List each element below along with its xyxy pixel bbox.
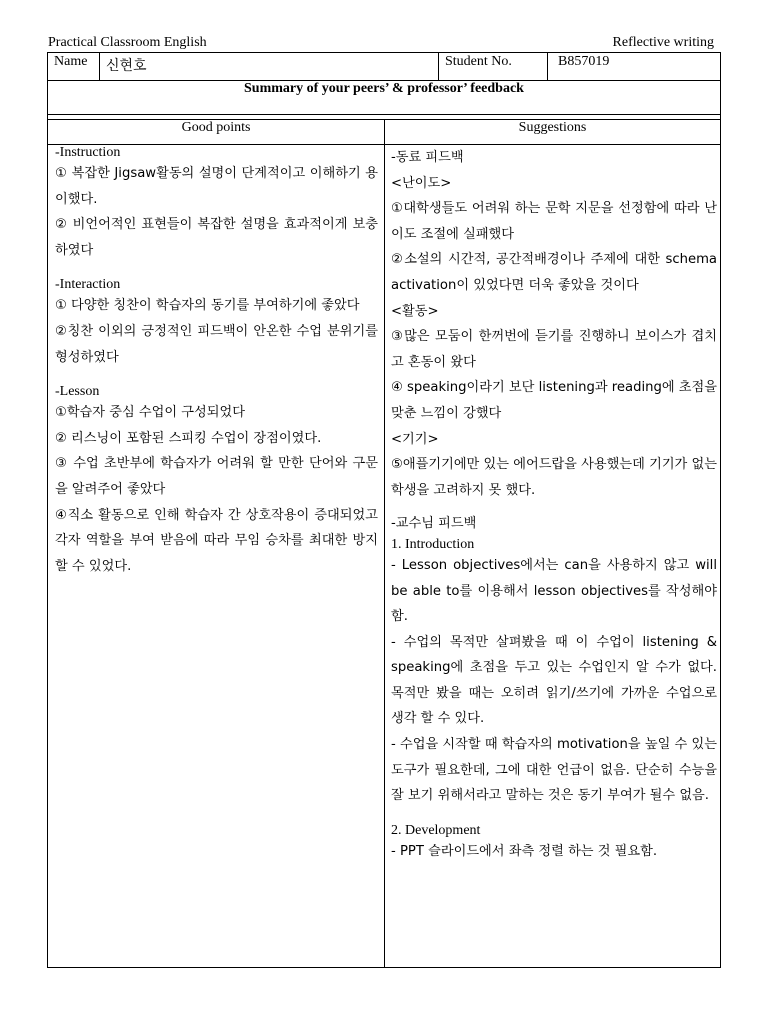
page-header — [48, 35, 716, 53]
introduction-heading: 1. Introduction — [391, 536, 475, 552]
list-item: ⑤애플기기에만 있는 에어드랍을 사용했는데 기기가 없는 학생을 고려하지 못 했다. — [391, 457, 717, 498]
list-item: ③많은 모둠이 한꺼번에 듣기를 진행하니 보이스가 겹치고 혼동이 왔다 — [391, 329, 717, 370]
instruction-heading: -Instruction — [55, 145, 121, 160]
list-item: ③ 수업 초반부에 학습자가 어려워 할 만한 단어와 구문을 알려주어 좋았다 — [55, 456, 378, 497]
student-no-value: B857019 — [558, 54, 610, 69]
list-item: ① 다양한 칭찬이 학습자의 동기를 부여하기에 좋았다 — [55, 298, 360, 314]
list-item: ②소설의 시간적, 공간적배경이나 주제에 대한 schema activation이 있었다면 더욱 좋았을 것이다 — [391, 252, 717, 293]
professor-feedback-heading: -교수님 피드백 — [391, 516, 477, 532]
column-divider — [384, 144, 385, 967]
good-points-header: Good points — [48, 119, 385, 144]
list-item: ④ speaking이라기 보단 listening과 reading에 초점을 맞춘 느낌이 강했다 — [391, 380, 717, 421]
development-heading: 2. Development — [391, 822, 481, 838]
list-item: - Lesson objectives에서는 can을 사용하지 않고 will be able to를 이용해서 lesson objectives를 작성해야 함. — [391, 557, 717, 625]
list-item: - 수업의 목적만 살펴봤을 때 이 수업이 listening & speaking에 초점을 두고 있는 수업인지 알 수가 없다. 목적만 봤을 때는 오히려 읽기/쓰기에 가까운 수업으로 생각 할 수 있다. — [391, 634, 717, 727]
list-item: - 수업을 시작할 때 학습자의 motivation을 높일 수 있는 도구가 필요한데, 그에 대한 언급이 없음. 단순히 수능을 잘 보기 위해서라고 말하는 것은 동기 부여가 될수 없음. — [391, 737, 717, 804]
name-value: 신현호 — [100, 53, 439, 80]
course-title: Practical Classroom English — [48, 35, 207, 50]
student-no-label: Student No. — [439, 53, 548, 80]
suggestions-header: Suggestions — [518, 120, 587, 135]
suggestions-column — [391, 145, 717, 864]
summary-title: Summary of your peers’ & professor’ feedback — [48, 80, 720, 115]
list-item: ②칭찬 이외의 긍정적인 피드백이 안온한 수업 분위기를 형성하였다 — [55, 323, 378, 365]
interaction-heading: -Interaction — [55, 277, 121, 293]
feedback-form — [47, 52, 721, 968]
column-headers — [48, 119, 720, 145]
good-points-column — [55, 145, 378, 579]
list-item: ② 리스닝이 포함된 스피킹 수업이 장점이였다. — [55, 430, 322, 446]
list-item: ①학습자 중심 수업이 구성되었다 — [55, 405, 246, 421]
list-item: ①대학생들도 어려워 하는 문학 지문을 선정함에 따라 난이도 조절에 실패했다 — [391, 201, 717, 242]
difficulty-heading: <난이도> — [391, 175, 452, 191]
name-label: Name — [48, 53, 100, 80]
list-item: ① 복잡한 Jigsaw활동의 설명이 단계적이고 이해하기 용이했다. — [55, 166, 378, 207]
document-type: Reflective writing — [612, 35, 714, 50]
student-info-row — [48, 53, 720, 81]
list-item: - PPT 슬라이드에서 좌측 정렬 하는 것 필요함. — [391, 843, 658, 859]
list-item: ④직소 활동으로 인해 학습자 간 상호작용이 증대되었고 각자 역할을 부여 받음에 따라 무임 승차를 최대한 방지할 수 있었다. — [55, 507, 378, 574]
list-item: ② 비언어적인 표현들이 복잡한 설명을 효과적이게 보충하였다 — [55, 217, 378, 258]
device-heading: <기기> — [391, 431, 439, 447]
lesson-heading: -Lesson — [55, 384, 100, 400]
activity-heading: <활동> — [391, 303, 439, 319]
peer-feedback-heading: -동료 피드백 — [391, 150, 464, 165]
